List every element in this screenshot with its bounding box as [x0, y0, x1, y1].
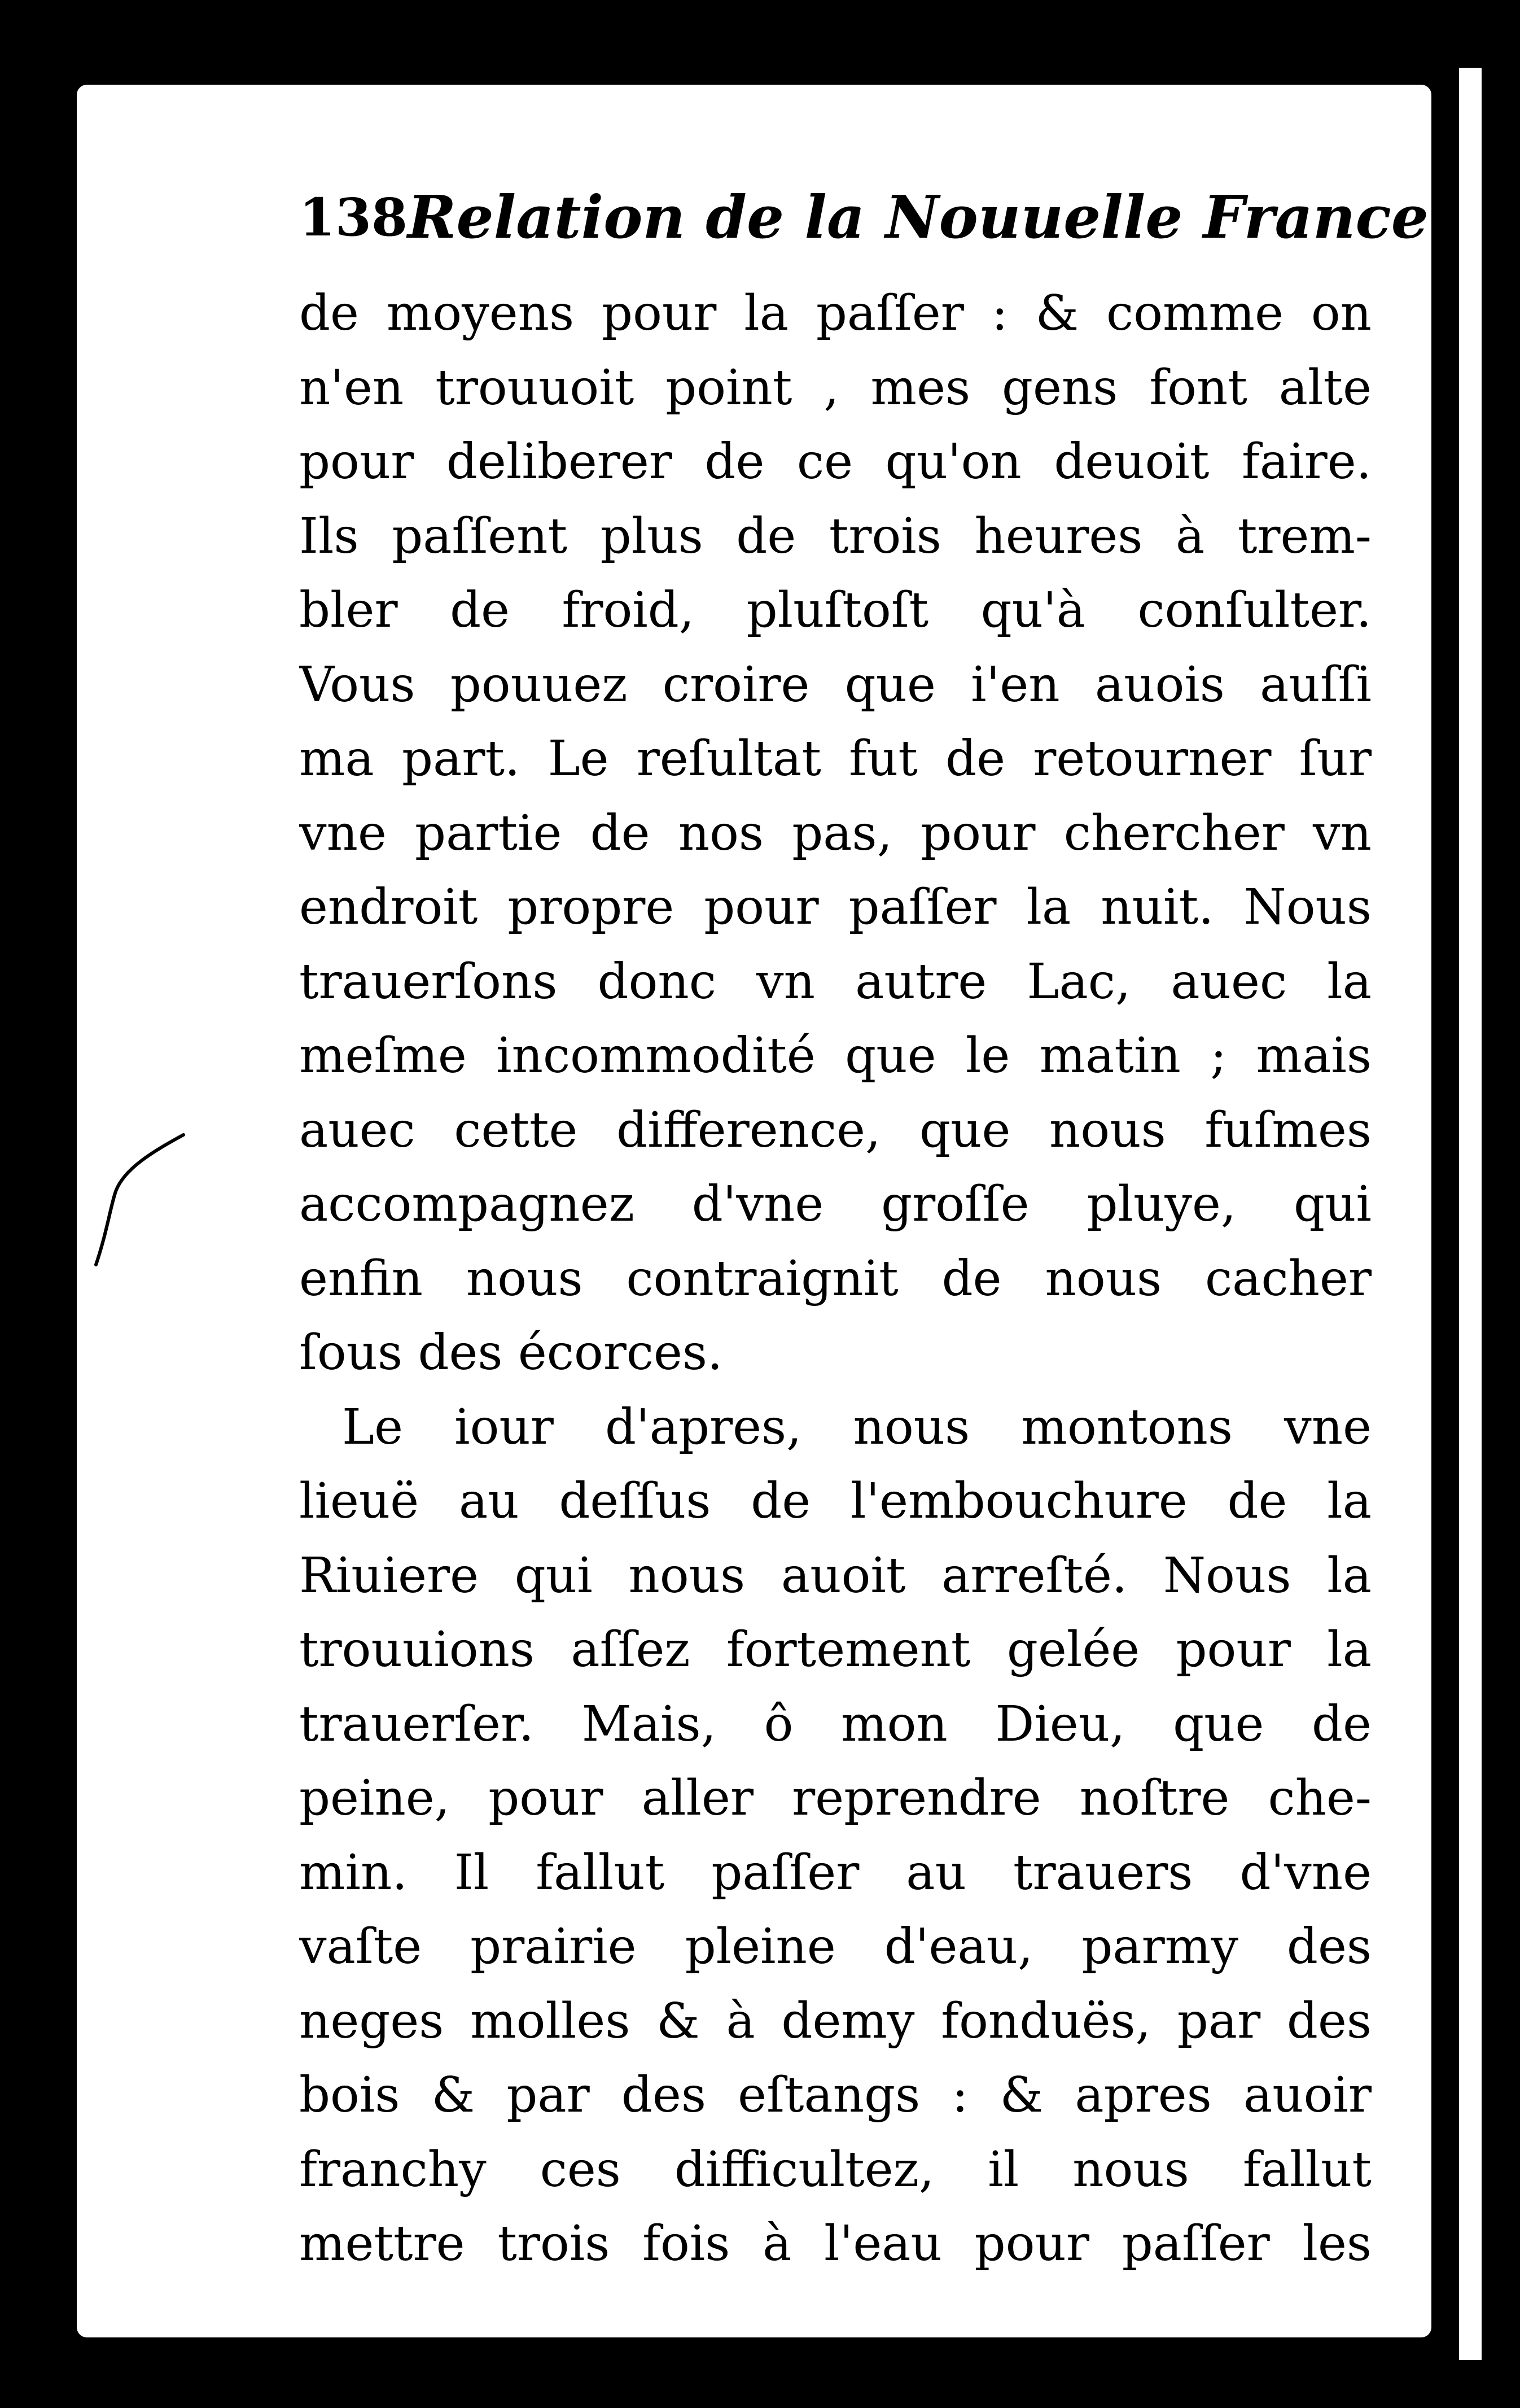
text-line: neges molles & à demy fonduës, par des: [299, 1992, 1372, 2049]
text-line: auec cette difference, que nous fuſmes: [299, 1102, 1372, 1159]
running-title: Relation de la Nouuelle France: [408, 182, 1429, 252]
text-line: Ils paſſent plus de trois heures à trem-: [299, 508, 1372, 565]
text-line: Riuiere qui nous auoit arreſté. Nous la: [299, 1547, 1372, 1604]
text-line: trouuions aſſez fortement gelée pour la: [299, 1622, 1372, 1678]
text-line: de moyens pour la paſſer : & comme on: [299, 285, 1372, 342]
text-line: bler de froid, pluſtoſt qu'à conſulter.: [299, 582, 1372, 639]
text-line: n'en trouuoit point , mes gens font alte: [299, 359, 1372, 416]
text-line: bois & par des eſtangs : & apres auoir: [299, 2067, 1372, 2123]
text-line: vne partie de nos pas, pour chercher vn: [299, 805, 1372, 862]
text-line: endroit propre pour paſſer la nuit. Nous: [299, 879, 1372, 936]
text-line-paragraph-end: ſous des écorces.: [299, 1325, 723, 1381]
text-line: meſme incommodité que le matin ; mais: [299, 1028, 1372, 1084]
text-line: lieuë au deſſus de l'embouchure de la: [299, 1473, 1372, 1529]
page-text: [299, 175, 1429, 2282]
text-line: accompagnez d'vne groſſe pluye, qui: [299, 1176, 1372, 1233]
text-line: pour deliberer de ce qu'on deuoit faire.: [299, 434, 1372, 490]
text-line: franchy ces difficultez, il nous fallut: [299, 2141, 1372, 2198]
text-line: mettre trois fois à l'eau pour paſſer les: [299, 2215, 1372, 2272]
margin-pen-stroke: [85, 1129, 186, 1276]
page-number: 138: [299, 187, 408, 248]
text-line: ma part. Le reſultat fut de retourner ſur: [299, 731, 1372, 787]
running-head: [299, 175, 1429, 277]
text-line: Vous pouuez croire que i'en auois auſſi: [299, 656, 1372, 713]
text-line: peine, pour aller reprendre noſtre che-: [299, 1770, 1372, 1826]
text-line-paragraph-start: Le iour d'apres, nous montons vne: [342, 1399, 1372, 1456]
text-line: min. Il fallut paſſer au trauers d'vne: [299, 1844, 1372, 1901]
book-spine-edge: [1459, 68, 1482, 2360]
text-line: enfin nous contraignit de nous cacher: [299, 1250, 1372, 1307]
text-line: vaſte prairie pleine d'eau, parmy des: [299, 1918, 1372, 1975]
text-line: trauerſer. Mais, ô mon Dieu, que de: [299, 1695, 1372, 1753]
text-line: trauerſons donc vn autre Lac, auec la: [299, 953, 1372, 1010]
